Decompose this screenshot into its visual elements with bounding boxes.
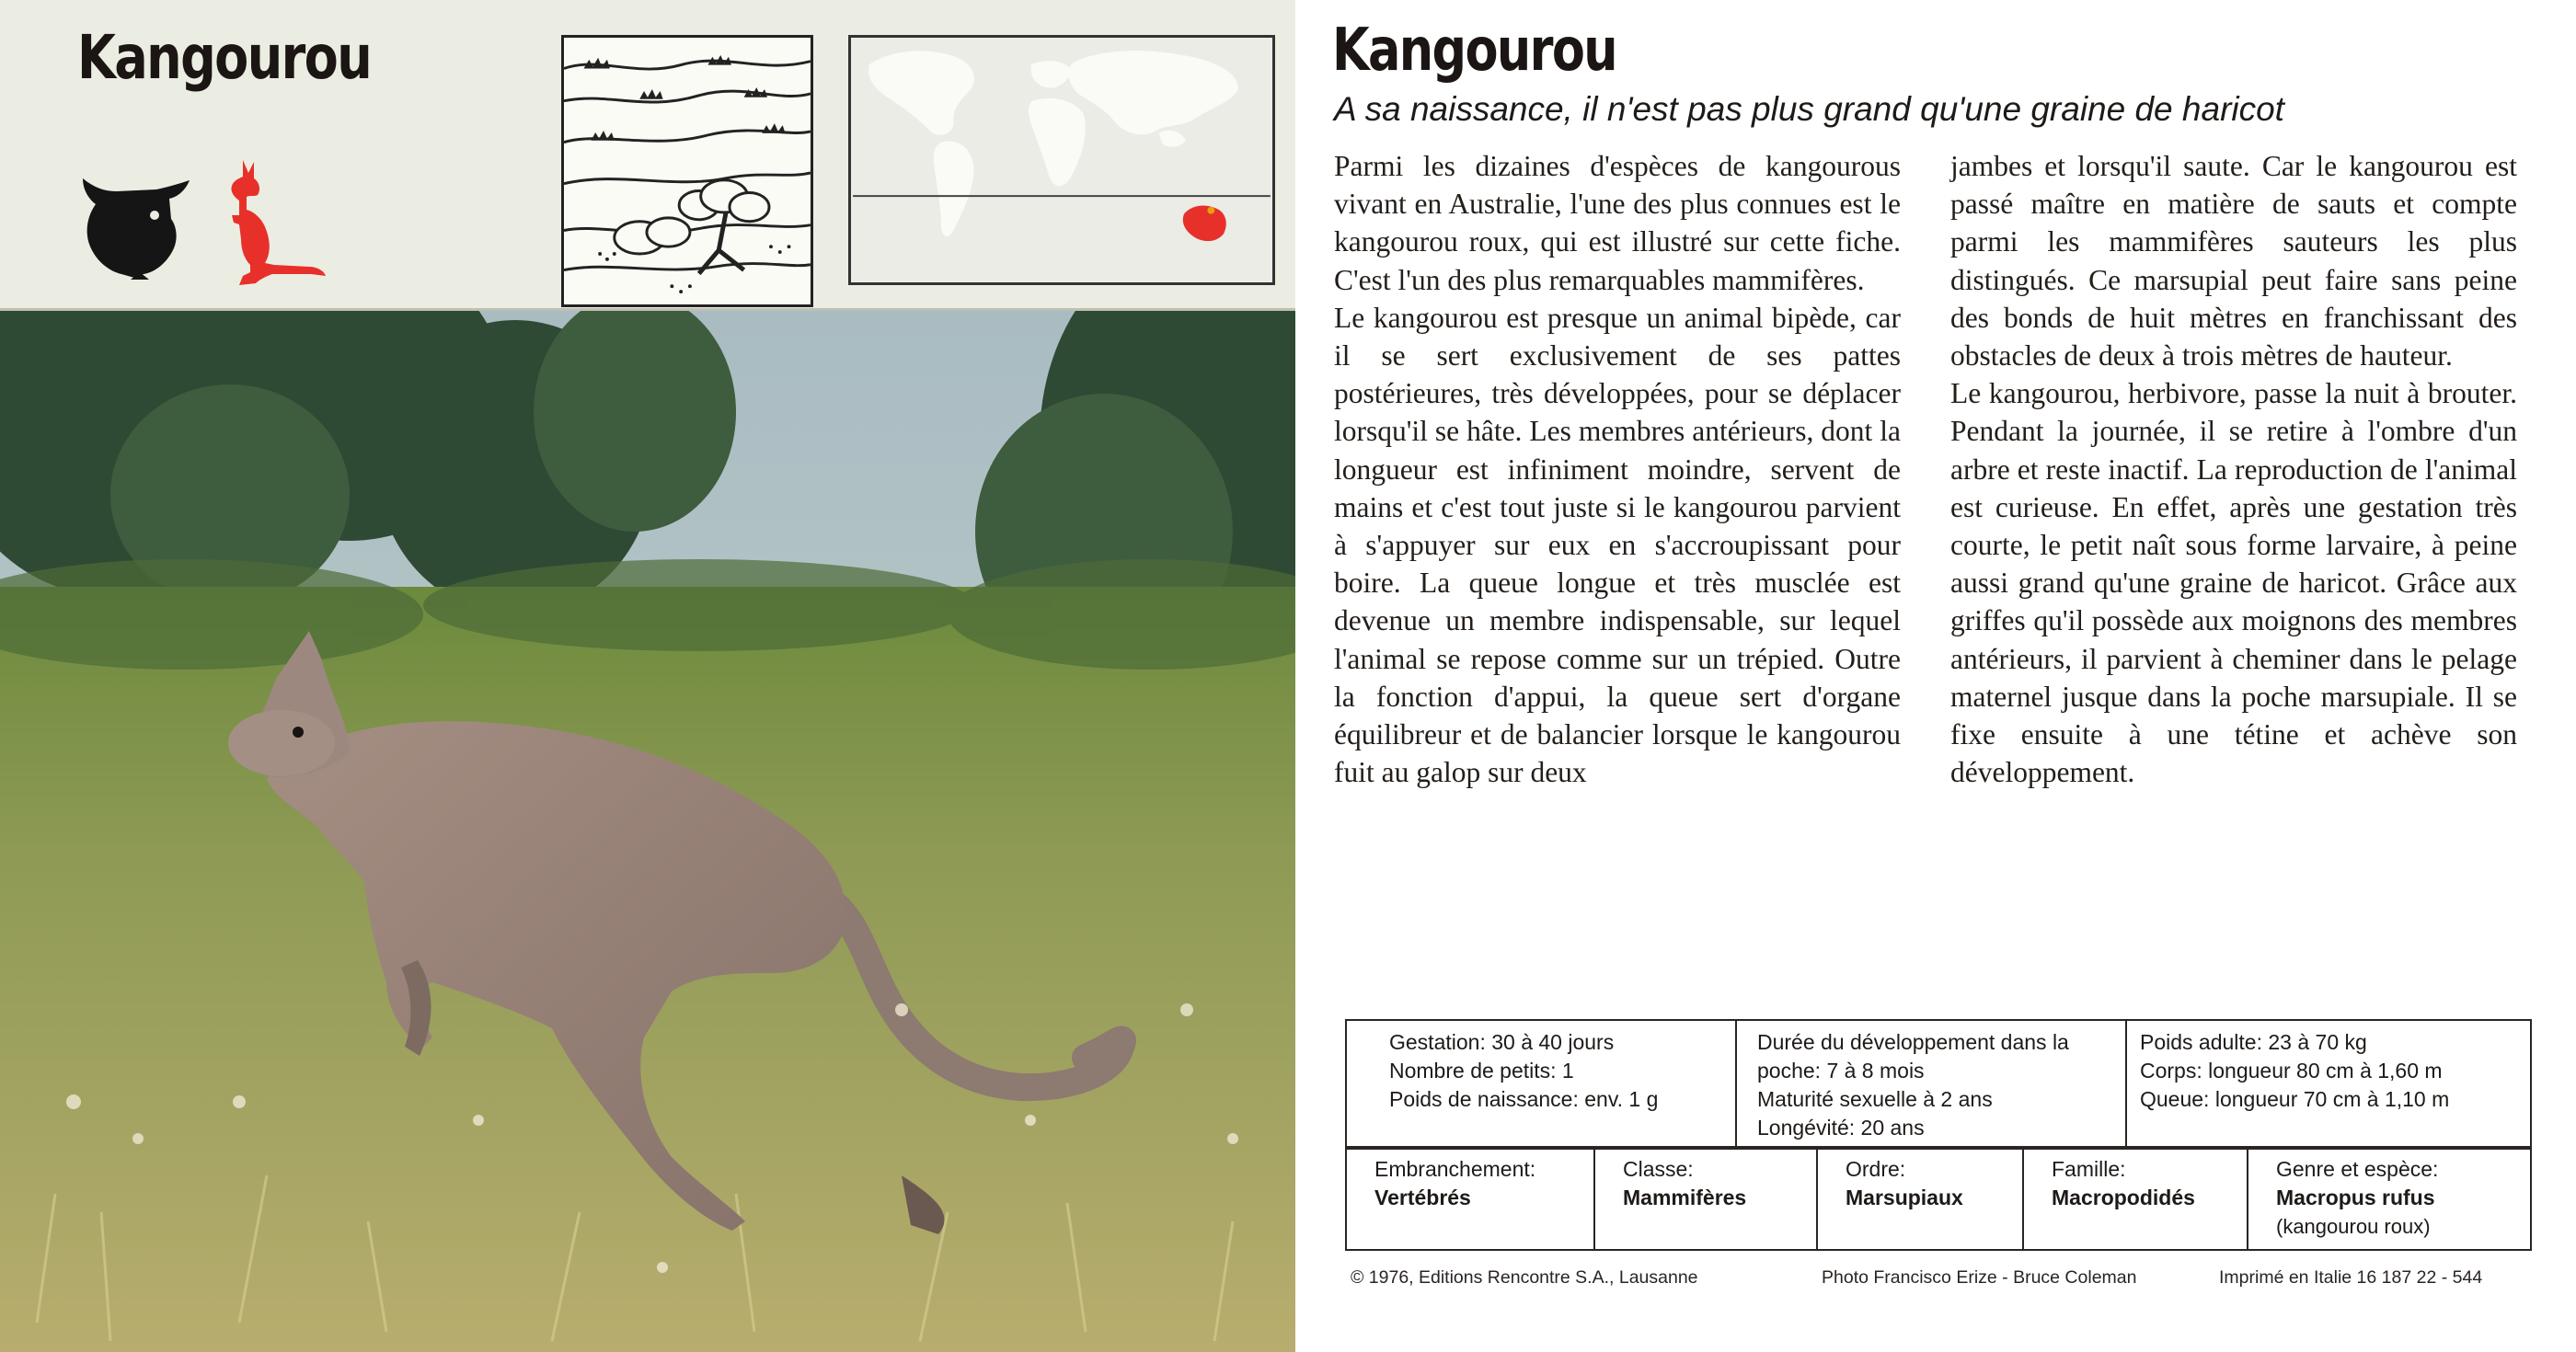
kangaroo-photo: [0, 311, 1295, 1352]
paragraph: Le kangourou, herbivore, passe la nuit à brouter. Pendant la journée, il se retire à l'ombre d'un arbre et reste inactif. La reproduction de l'animal est curieuse. En effet, après une gestation très courte, le petit naît sous forme larvaire, à peine aussi grand qu'une graine de haricot. Grâce aux griffes qu'il possède aux moignons des membres antérieurs, il parvient à cheminer dans le pelage maternel jusque dans la poche marsupiale. Il se fixe ensuite à une tétine et achève son développement.: [1950, 377, 2517, 789]
facts-development: [1736, 1020, 2126, 1149]
bull-icon: [75, 171, 195, 281]
fact-maturity: Maturité sexuelle à 2 ans: [1757, 1087, 1993, 1111]
taxonomy-value: Vertébrés: [1374, 1186, 1471, 1209]
fact-longevity: Longévité: 20 ans: [1757, 1116, 1925, 1140]
back-title: Kangourou: [1332, 17, 1616, 85]
habitat-icon: [561, 35, 813, 307]
text-column-right: [1950, 147, 2517, 791]
taxonomy-species: [2248, 1147, 2531, 1250]
taxonomy-value: Marsupiaux: [1846, 1186, 1963, 1209]
paragraph: Le kangourou est presque un animal bipède, car il se sert exclusivement de ses pattes postérieures, très développées, pour se déplacer lorsqu'il se hâte. Les membres antérieurs, dont la longueur est infiniment moindre, servent de mains et c'est tout juste si le kangourou parvient à s'appuyer sur eux en s'accroupissant pour boire. La queue longue et très musclée est devenue un membre indispensable, sur lequel l'animal se repose comme sur un trépied. Outre la fonction d'appui, la queue sert d'organe équilibreur et de balancier lorsque le kangourou fuit au galop sur deux: [1334, 301, 1901, 789]
taxonomy-label: Ordre:: [1846, 1157, 1906, 1181]
fact-body-length: Corps: longueur 80 cm à 1,60 m: [2140, 1059, 2443, 1083]
footer-photo-credit: Photo Francisco Erize - Bruce Coleman: [1822, 1267, 2137, 1288]
card-back: [1295, 0, 2576, 1352]
text-column-left: [1334, 147, 1901, 791]
taxonomy-label: Embranchement:: [1374, 1157, 1536, 1181]
taxonomy-phylum: [1346, 1147, 1594, 1250]
footer-copyright: © 1976, Editions Rencontre S.A., Lausanne: [1351, 1267, 1698, 1288]
paragraph: jambes et lorsqu'il saute. Car le kangourou est passé maître en matière de sauts et compte parmi les mammifères sauteurs les plus distingués. Ce marsupial peut faire sans peine des bonds de huit mètres en franchissant des obstacles de deux à trois mètres de hauteur.: [1950, 150, 2517, 372]
fact-birth-weight: Poids de naissance: env. 1 g: [1389, 1087, 1659, 1111]
taxonomy-value: Mammifères: [1623, 1186, 1747, 1209]
fact-tail-length: Queue: longueur 70 cm à 1,10 m: [2140, 1087, 2450, 1111]
taxonomy-label: Famille:: [2052, 1157, 2126, 1181]
taxonomy-table: [1345, 1146, 2532, 1251]
taxonomy-common-name: (kangourou roux): [2276, 1215, 2431, 1238]
world-map-icon: [848, 35, 1275, 285]
taxonomy-value: Macropus rufus: [2276, 1186, 2435, 1209]
fact-litter-size: Nombre de petits: 1: [1389, 1059, 1574, 1083]
paragraph: Parmi les dizaines d'espèces de kangourous vivant en Australie, l'une des plus connues est le kangourou roux, qui est illustré sur cette fiche. C'est l'un des plus remarquables mammifères.: [1334, 150, 1901, 296]
kangaroo-icon: [219, 158, 328, 287]
taxonomy-label: Classe:: [1623, 1157, 1694, 1181]
footer-printing: Imprimé en Italie 16 187 22 - 544: [2219, 1267, 2483, 1288]
facts-reproduction: [1346, 1020, 1736, 1149]
facts-table: [1345, 1019, 2532, 1150]
fact-pouch-development: Durée du développement dans la poche: 7 à 8 mois: [1757, 1030, 2069, 1083]
taxonomy-label: Genre et espèce:: [2276, 1157, 2439, 1181]
fact-gestation: Gestation: 30 à 40 jours: [1389, 1030, 1615, 1054]
fact-adult-weight: Poids adulte: 23 à 70 kg: [2140, 1030, 2367, 1054]
card-front-header: [0, 0, 1295, 311]
taxonomy-family: [2023, 1147, 2248, 1250]
taxonomy-class: [1594, 1147, 1817, 1250]
taxonomy-value: Macropodidés: [2052, 1186, 2195, 1209]
facts-measurements: [2126, 1020, 2531, 1149]
taxonomy-order: [1817, 1147, 2023, 1250]
front-title: Kangourou: [77, 22, 372, 93]
subtitle: A sa naissance, il n'est pas plus grand qu'une graine de haricot: [1334, 90, 2284, 128]
